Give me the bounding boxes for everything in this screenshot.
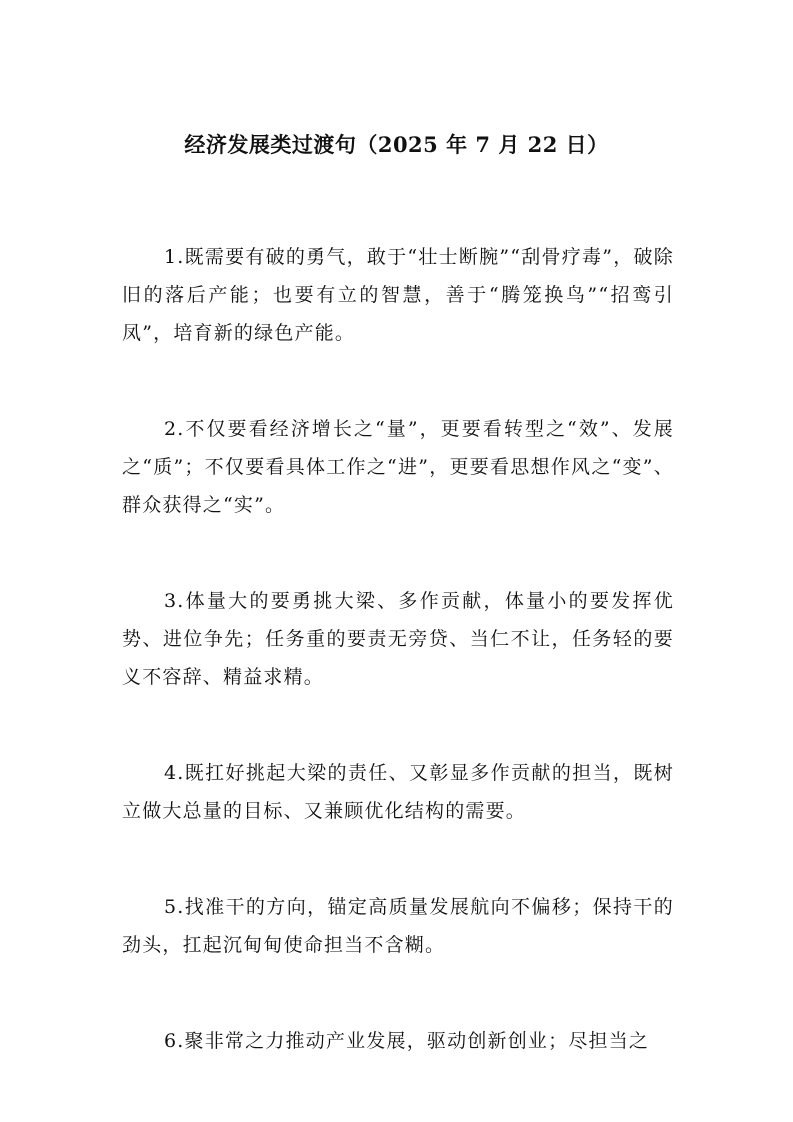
paragraph-4: 4.既扛好挑起大梁的责任、又彰显多作贡献的担当，既树立做大总量的目标、又兼顾优化结构的需要。	[122, 762, 674, 822]
paragraph-3: 3.体量大的要勇挑大梁、多作贡献，体量小的要发挥优势、进位争先；任务重的要责无旁贷、当仁不让，任务轻的要义不容辞、精益求精。	[122, 590, 674, 688]
document-title: 经济发展类过渡句（2025 年 7 月 22 日）	[184, 132, 609, 157]
document-body	[122, 238, 674, 1118]
paragraph-5: 5.找准干的方向，锚定高质量发展航向不偏移；保持干的劲头，扛起沉甸甸使命担当不含糊。	[122, 896, 674, 956]
paragraph-1: 1.既需要有破的勇气，敢于“壮士断腕”“刮骨疗毒”，破除旧的落后产能；也要有立的智慧，善于“腾笼换鸟”“招鸾引凤”，培育新的绿色产能。	[122, 246, 674, 344]
paragraph-6: 6.聚非常之力推动产业发展，驱动创新创业；尽担当之	[164, 1030, 650, 1052]
paragraph-2: 2.不仅要看经济增长之“量”，更要看转型之“效”、发展之“质”；不仅要看具体工作之“进”，更要看思想作风之“变”、群众获得之“实”。	[122, 418, 674, 516]
